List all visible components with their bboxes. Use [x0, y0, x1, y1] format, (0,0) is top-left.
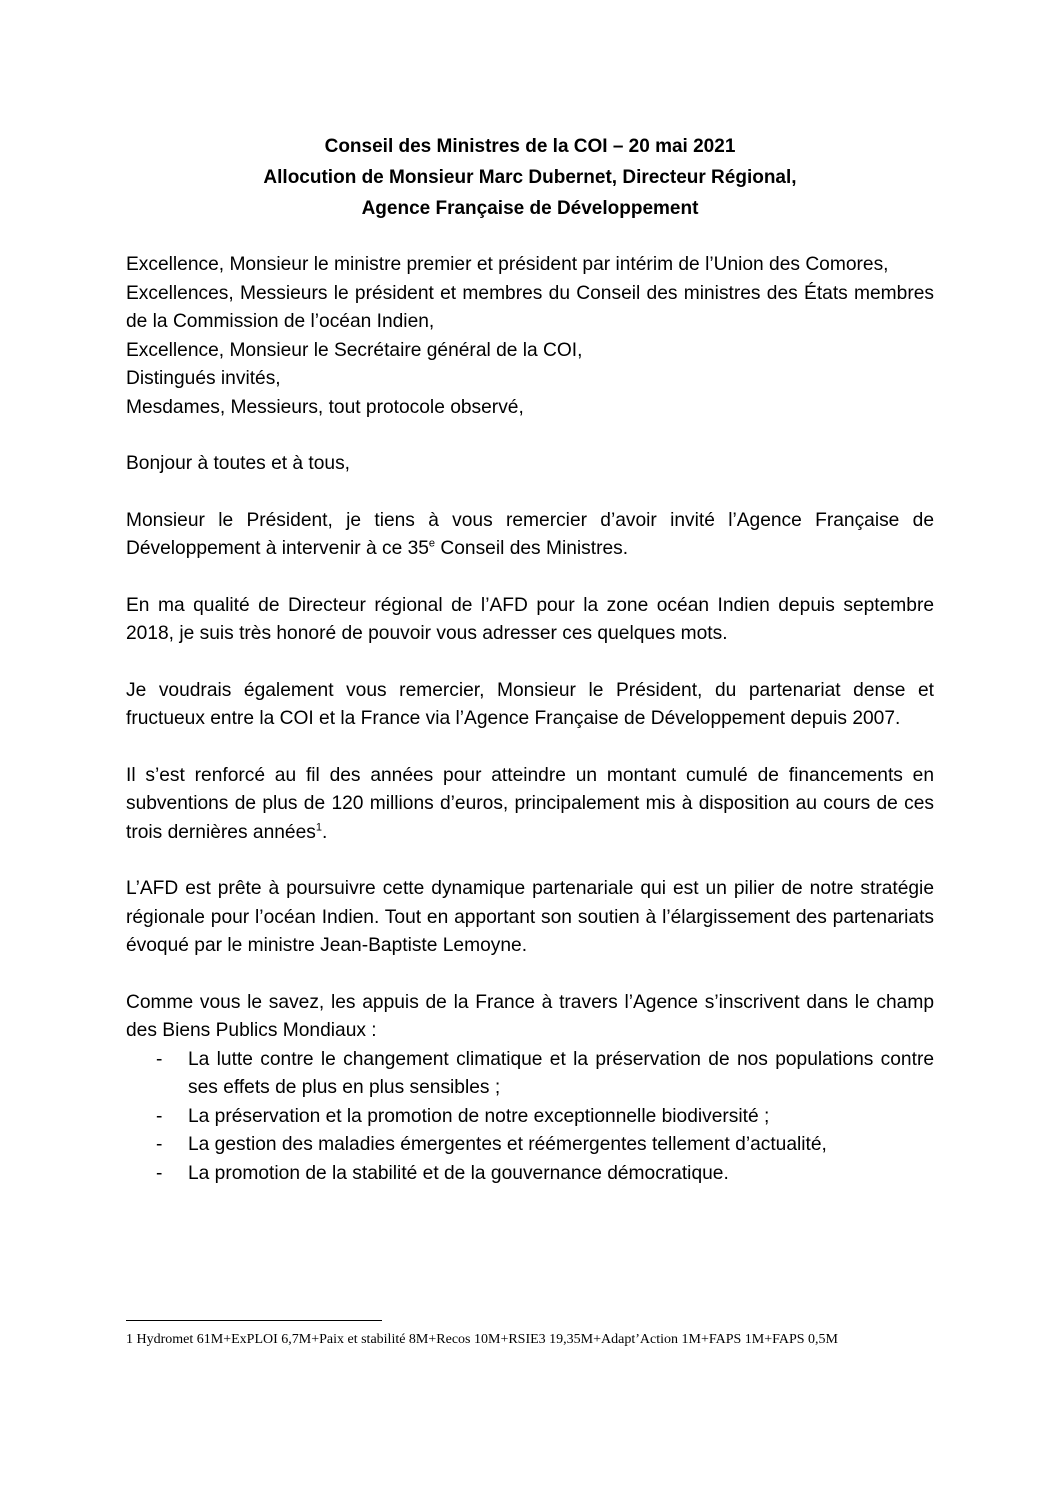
salutation: Distingués invités, — [126, 368, 281, 389]
list-item — [126, 1131, 934, 1160]
ordinal-superscript: e — [428, 537, 436, 550]
paragraph-role: En ma qualité de Directeur régional de l’AFD pour la zone océan Indien depuis septembre 2018, je suis très honoré de pouvoir vous adresser ces quelques mots. — [126, 594, 934, 644]
paragraph-strategy: L’AFD est prête à poursuivre cette dynamique partenariale qui est un pilier de notre stratégie régionale pour l’océan Indien. Tout en apportant son soutien à l’élargissement des partenariats évoqué par le ministre Jean-Baptiste Lemoyne. — [126, 878, 934, 956]
footnote-separator — [126, 1320, 382, 1321]
footnote: 1 Hydromet 61M+ExPLOI 6,7M+Paix et stabilité 8M+Recos 10M+RSIE3 19,35M+Adapt’Action 1M+FAPS 1M+FAPS 0,5M — [126, 1332, 838, 1347]
paragraph-thanks-end: Conseil des Ministres. — [435, 538, 629, 559]
paragraph-partnership: Je voudrais également vous remercier, Monsieur le Président, du partenariat dense et fructueux entre la COI et la France via l’Agence Française de Développement depuis 2007. — [126, 679, 934, 729]
salutation: Excellences, Messieurs le président et membres du Conseil des ministres des États membres de la Commission de l’océan Indien, — [126, 282, 934, 332]
speech-body — [126, 251, 934, 1188]
paragraph-funding — [126, 762, 934, 848]
paragraph-thanks-text: Monsieur le Président, je tiens à vous remercier d’avoir invité l’Agence Française de Développement à intervenir à ce 35 — [126, 509, 934, 559]
list-item-text: La gestion des maladies émergentes et réémergentes tellement d’actualité, — [188, 1134, 827, 1155]
list-item — [126, 1160, 934, 1189]
salutations-block — [126, 251, 934, 422]
list-item — [126, 1046, 934, 1103]
footnote-reference: 1 — [315, 821, 322, 834]
bullet-dash: - — [156, 1048, 163, 1070]
list-item — [126, 1103, 934, 1132]
bullet-dash: - — [156, 1162, 163, 1184]
salutation: Excellence, Monsieur le ministre premier et président par intérim de l’Union des Comores, — [126, 254, 889, 275]
bullet-dash: - — [156, 1105, 163, 1127]
list-item-text: La promotion de la stabilité et de la gouvernance démocratique. — [188, 1162, 729, 1184]
paragraph-thanks — [126, 507, 934, 564]
title-line-2: Allocution de Monsieur Marc Dubernet, Directeur Régional, — [263, 167, 797, 188]
title-line-1: Conseil des Ministres de la COI – 20 mai 2021 — [324, 136, 736, 157]
list-item-text: La préservation et la promotion de notre exceptionnelle biodiversité ; — [188, 1105, 770, 1127]
bullet-dash: - — [156, 1134, 163, 1155]
priorities-list — [126, 1046, 934, 1189]
title-line-3: Agence Française de Développement — [361, 198, 699, 219]
paragraph-funding-text: Il s’est renforcé au fil des années pour atteindre un montant cumulé de financements en subventions de plus de 120 millions d’euros, principalement mis à disposition au cours de ces trois dernières années — [126, 764, 934, 843]
greeting: Bonjour à toutes et à tous, — [126, 453, 351, 474]
salutation: Excellence, Monsieur le Secrétaire général de la COI, — [126, 339, 583, 361]
salutation: Mesdames, Messieurs, tout protocole observé, — [126, 396, 524, 418]
paragraph-global-goods: Comme vous le savez, les appuis de la France à travers l’Agence s’inscrivent dans le champ des Biens Publics Mondiaux : — [126, 991, 934, 1041]
document-title — [126, 131, 934, 224]
paragraph-funding-end: . — [321, 821, 328, 843]
list-item-text: La lutte contre le changement climatique et la préservation de nos populations contre ses effets de plus en plus sensibles ; — [188, 1048, 934, 1098]
